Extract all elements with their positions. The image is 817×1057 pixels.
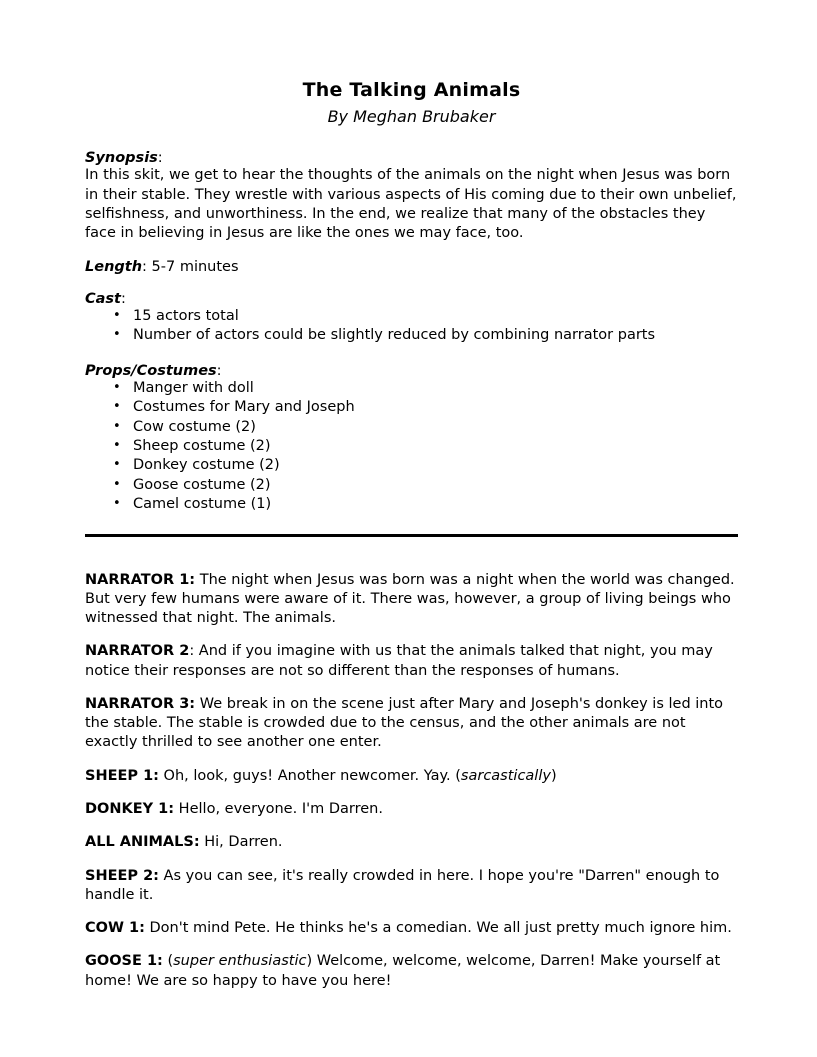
stage-direction: super enthusiastic bbox=[173, 953, 307, 970]
speaker-text: The night when Jesus was born was a night when the world was changed. But very few humans were aware of it. There was, however, a group of living beings who witnessed that night. The animals. bbox=[85, 571, 735, 627]
cast-heading: Cast bbox=[85, 290, 121, 307]
section-divider bbox=[85, 534, 738, 537]
script-line bbox=[85, 867, 738, 906]
script-line bbox=[85, 919, 738, 938]
speaker-label: SHEEP 1: bbox=[85, 767, 159, 784]
speaker-label: ALL ANIMALS: bbox=[85, 834, 200, 851]
synopsis-colon: : bbox=[157, 150, 163, 167]
list-item: • Donkey costume (2) bbox=[133, 457, 738, 476]
speaker-text: As you can see, it's really crowded in here. I hope you're "Darren" enough to handle it. bbox=[85, 867, 720, 903]
speaker-text: Oh, look, guys! Another newcomer. Yay. ( bbox=[158, 767, 461, 784]
list-item: • Sheep costume (2) bbox=[133, 438, 738, 457]
speaker-label: NARRATOR 2 bbox=[85, 643, 190, 660]
synopsis-heading: Synopsis bbox=[85, 150, 158, 167]
speaker-text: We break in on the scene just after Mary and Joseph's donkey is led into the stable. The stable is crowded due to the census, and the other animals are not exactly thrilled to see another one enter. bbox=[85, 695, 724, 751]
speaker-label: SHEEP 2: bbox=[85, 867, 159, 884]
speaker-text: Don't mind Pete. He thinks he's a comedian. We all just pretty much ignore him. bbox=[144, 920, 732, 937]
document-content bbox=[85, 78, 738, 1005]
props-list bbox=[85, 380, 738, 516]
length-heading: Length bbox=[85, 258, 143, 275]
props-colon: : bbox=[216, 362, 222, 379]
list-item: • Number of actors could be slightly reduced by combining narrator parts bbox=[133, 327, 738, 346]
cast-section bbox=[85, 288, 738, 347]
script-line bbox=[85, 767, 738, 786]
list-item: • Costumes for Mary and Joseph bbox=[133, 399, 738, 418]
speaker-label: COW 1: bbox=[85, 920, 145, 937]
list-item: • Cow costume (2) bbox=[133, 419, 738, 438]
speaker-text: Hi, Darren. bbox=[199, 834, 283, 851]
list-item: • Goose costume (2) bbox=[133, 477, 738, 496]
speaker-label: NARRATOR 3: bbox=[85, 695, 196, 712]
synopsis-text: In this skit, we get to hear the thoughts of the animals on the night when Jesus was born in their stable. They wrestle with various aspects of His coming due to their own unbelief, selfishness, and unworthiness. In the end, we realize that many of the obstacles they face in believing in Jesus are like the ones we may face, too. bbox=[85, 167, 737, 241]
speaker-text-after: ) Welcome, welcome, welcome, Darren! Make yourself at home! We are so happy to have you here! bbox=[85, 953, 721, 989]
author-byline: By Meghan Brubaker bbox=[327, 106, 496, 126]
speaker-text-after: ) bbox=[550, 767, 557, 784]
cast-heading-line bbox=[85, 288, 738, 307]
script-body bbox=[85, 571, 738, 992]
cast-list bbox=[85, 308, 738, 347]
synopsis-heading-line bbox=[85, 147, 738, 166]
page-title: The Talking Animals bbox=[302, 79, 521, 101]
speaker-text: Hello, everyone. I'm Darren. bbox=[174, 801, 383, 818]
speaker-label: NARRATOR 1: bbox=[85, 571, 196, 588]
speaker-text: ( bbox=[162, 953, 174, 970]
list-item: • Camel costume (1) bbox=[133, 496, 738, 515]
list-item: • 15 actors total bbox=[133, 308, 738, 327]
script-line bbox=[85, 952, 738, 991]
length-section bbox=[85, 256, 738, 275]
props-heading: Props/Costumes bbox=[85, 362, 217, 379]
script-line bbox=[85, 695, 738, 753]
script-line bbox=[85, 800, 738, 819]
stage-direction: sarcastically bbox=[460, 767, 551, 784]
props-section bbox=[85, 360, 738, 516]
speaker-label: DONKEY 1: bbox=[85, 801, 175, 818]
synopsis-section bbox=[85, 147, 738, 243]
script-line bbox=[85, 642, 738, 681]
cast-colon: : bbox=[121, 290, 126, 307]
length-value: : 5-7 minutes bbox=[142, 258, 239, 275]
props-heading-line bbox=[85, 360, 738, 379]
list-item: • Manger with doll bbox=[133, 380, 738, 399]
speaker-text: : And if you imagine with us that the animals talked that night, you may notice their responses are not so different than the responses of humans. bbox=[85, 643, 713, 679]
script-line bbox=[85, 833, 738, 852]
script-line bbox=[85, 571, 738, 629]
speaker-label: GOOSE 1: bbox=[85, 953, 163, 970]
